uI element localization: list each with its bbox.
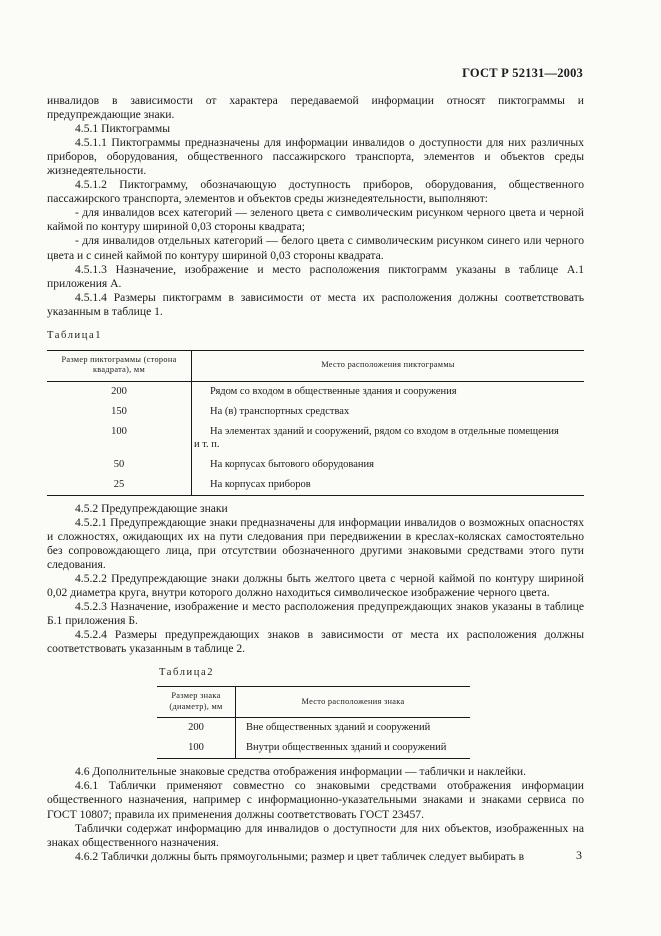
table-cell-size: 150 (47, 402, 192, 422)
list-item: - для инвалидов всех категорий — зеленого цвета с символическим рисунком черного цвета и черной каймой по контуру шириной 0,03 стороны квадрата; (47, 206, 584, 234)
table-cell-place (192, 475, 585, 496)
paragraph: 4.5.2.4 Размеры предупреждающих знаков в зависимости от места их расположения должны соответствовать указанным в таблице 2. (47, 628, 584, 656)
cell-text: На корпусах бытового оборудования (210, 458, 374, 470)
table-row (157, 738, 470, 759)
table-row (47, 455, 584, 475)
table-cell-place (192, 402, 585, 422)
section-heading: 4.6 Дополнительные знаковые средства отображения информации — таблички и наклейки. (75, 765, 527, 779)
document-header: ГОСТ Р 52131—2003 (462, 66, 583, 80)
table-cell-place (192, 381, 585, 402)
table2-col1-header: Размер знака (диаметр), мм (157, 687, 236, 718)
document-body (47, 94, 584, 864)
cell-text-continuation: и т. п. (194, 438, 220, 450)
table-cell-size: 200 (47, 381, 192, 402)
table-cell-size: 25 (47, 475, 192, 496)
table2 (157, 686, 470, 759)
table1-col2-header: Место расположения пиктограммы (192, 350, 585, 381)
table-cell-place: Внутри общественных зданий и сооружений (236, 738, 471, 759)
paragraph: 4.6.1 Таблички применяют совместно со знаковыми средствами отображения информации общественного назначения, например с информационно-указательными знаками и знаками сервиса по ГОСТ 10807; правила их применения должны соответствовать ГОСТ 23457. (47, 779, 584, 821)
paragraph: 4.5.1.2 Пиктограмму, обозначающую доступность приборов, оборудования, общественного пассажирского транспорта, элементов и объектов среды жизнедеятельности, выполняют: (47, 178, 584, 206)
table-row (47, 422, 584, 455)
paragraph: инвалидов в зависимости от характера передаваемой информации относят пиктограммы и предупреждающие знаки. (47, 94, 584, 122)
section-heading: 4.5.1 Пиктограммы (75, 122, 171, 136)
list-item: - для инвалидов отдельных категорий — белого цвета с символическим рисунком синего или черного цвета и с синей каймой по контуру шириной 0,03 стороны квадрата. (47, 234, 584, 262)
table2-header-row (157, 687, 470, 718)
table1-col1-header: Размер пиктограммы (сторона квадрата), мм (47, 350, 192, 381)
paragraph: 4.5.2.1 Предупреждающие знаки предназначены для информации инвалидов о возможных опасностях и сложностях, ожидающих их на пути следования при передвижении в креслах-колясках самостоятельно без сопровождающего лица, при отсутствии обозначенного другими знаковыми средствами этого пути следования. (47, 515, 584, 571)
table-cell-size: 200 (157, 718, 236, 739)
paragraph: 4.5.2.3 Назначение, изображение и место расположения предупреждающих знаков указаны в таблице Б.1 приложения Б. (47, 600, 584, 628)
table1 (47, 350, 584, 496)
paragraph: Таблички содержат информацию для инвалидов о доступности для них объектов, изображенных на знаках общественного назначения. (47, 821, 584, 849)
cell-text: На элементах зданий и сооружений, рядом со входом в отдельные помещения (210, 425, 559, 437)
table-cell-size: 100 (47, 422, 192, 455)
cell-text: Рядом со входом в общественные здания и сооружения (210, 385, 457, 397)
table2-col2-header: Место расположения знака (236, 687, 471, 718)
paragraph: 4.6.2 Таблички должны быть прямоугольными; размер и цвет табличек следует выбирать в (75, 849, 525, 863)
paragraph: 4.5.1.3 Назначение, изображение и место расположения пиктограмм указаны в таблице А.1 приложения А. (47, 262, 584, 290)
cell-text: На (в) транспортных средствах (210, 405, 350, 417)
table2-caption: Таблица2 (159, 667, 215, 679)
table-cell-place (192, 422, 585, 455)
table-cell-place (192, 455, 585, 475)
cell-text: На корпусах приборов (210, 478, 311, 490)
table-row (47, 475, 584, 496)
table1-header-row (47, 350, 584, 381)
table-row (47, 402, 584, 422)
page-number: 3 (576, 848, 582, 862)
table-cell-place: Вне общественных зданий и сооружений (246, 722, 431, 734)
table-row (157, 718, 470, 739)
table1-caption: Таблица1 (47, 329, 103, 341)
paragraph: 4.5.1.1 Пиктограммы предназначены для информации инвалидов о доступности для них различных приборов, оборудования, общественного пассажирского транспорта, элементов и объектов среды жизнедеятельности. (47, 136, 584, 178)
table-cell-size: 50 (47, 455, 192, 475)
table-cell-size: 100 (157, 738, 236, 759)
table-row (47, 381, 584, 402)
paragraph: 4.5.1.4 Размеры пиктограмм в зависимости от места их расположения должны соответствовать указанным в таблице 1. (47, 290, 584, 318)
paragraph: 4.5.2.2 Предупреждающие знаки должны быть желтого цвета с черной каймой по контуру шириной 0,02 диаметра круга, внутри которого должно находиться символическое изображение черного цвета. (47, 572, 584, 600)
section-heading: 4.5.2 Предупреждающие знаки (75, 501, 228, 515)
